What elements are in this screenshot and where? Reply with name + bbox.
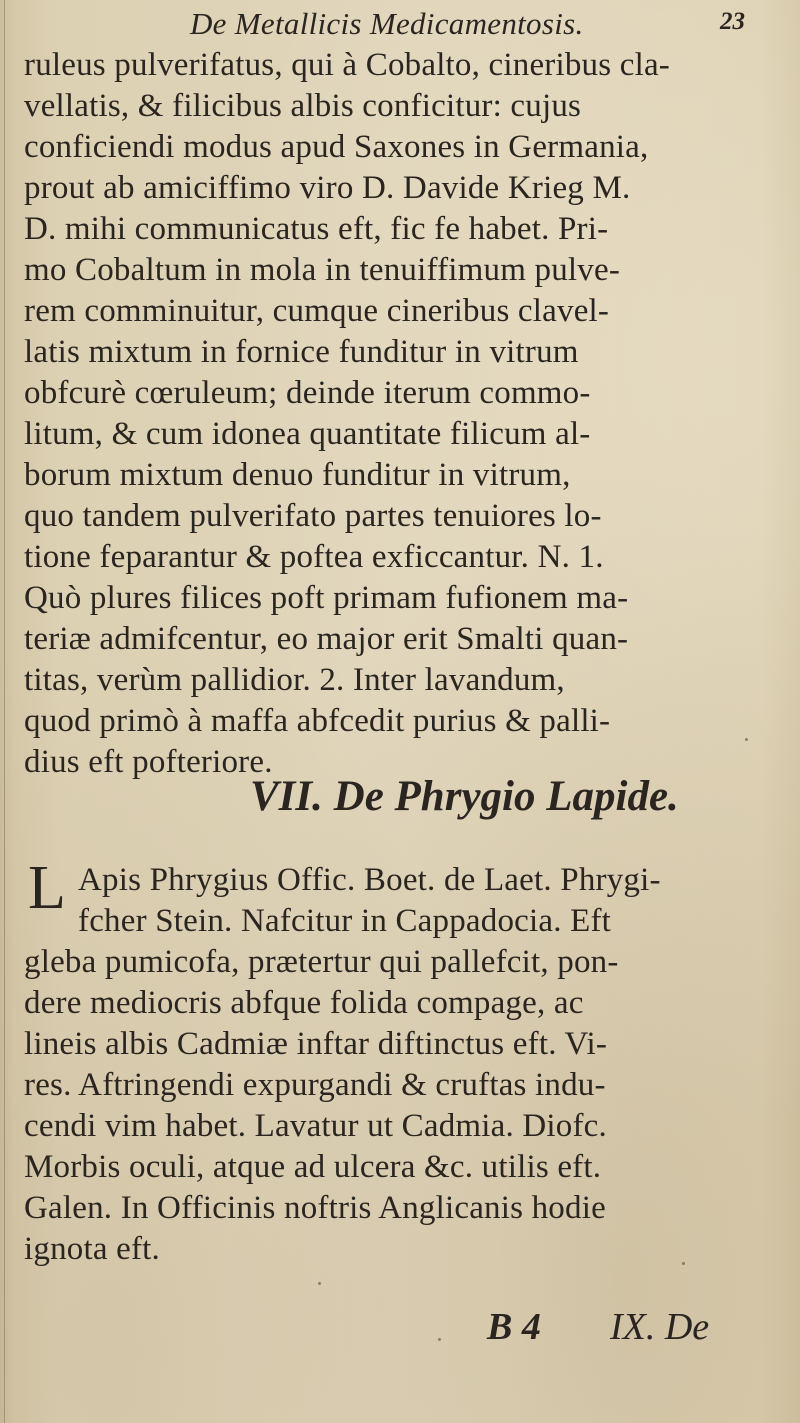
text-line: mo Cobaltum in mola in tenuiffimum pulve- [24, 252, 621, 288]
paper-speck [438, 1338, 441, 1341]
text-line: tione feparantur & poftea exficcantur. N. 1. [24, 539, 604, 575]
text-line: borum mixtum denuo funditur in vitrum, [24, 457, 571, 493]
signature-mark: B 4 [487, 1306, 541, 1348]
text-line: dius eft pofteriore. [24, 744, 273, 780]
text-line: latis mixtum in fornice funditur in vitrum [24, 334, 579, 370]
text-line: rem comminuitur, cumque cineribus clavel- [24, 293, 610, 329]
paper-speck [318, 1282, 321, 1285]
text-line: teriæ admifcentur, eo major erit Smalti quan- [24, 621, 629, 657]
text-line: vellatis, & filicibus albis conficitur: cujus [24, 88, 582, 124]
text-line: fcher Stein. Nafcitur in Cappadocia. Eft [78, 903, 612, 939]
paper-speck [682, 1262, 685, 1265]
text-line: Morbis oculi, atque ad ulcera &c. utilis eft. [24, 1149, 602, 1185]
running-title: De Metallicis Medicamentosis. [190, 6, 584, 41]
text-line: ruleus pulverifatus, qui à Cobalto, cineribus cla- [24, 47, 670, 83]
text-line: obfcurè cœruleum; deinde iterum commo- [24, 375, 591, 411]
drop-cap: L [28, 854, 66, 922]
text-line: dere mediocris abfque folida compage, ac [24, 985, 584, 1021]
text-line: litum, & cum idonea quantitate filicum al- [24, 416, 591, 452]
text-line: Apis Phrygius Offic. Boet. de Laet. Phrygi- [78, 862, 661, 898]
section-heading: VII. De Phrygio Lapide. [250, 773, 679, 820]
text-line: quo tandem pulverifato partes tenuiores lo- [24, 498, 602, 534]
text-line: gleba pumicofa, prætertur qui pallefcit, pon- [24, 944, 619, 980]
text-line: ignota eft. [24, 1231, 160, 1267]
catchword: IX. De [610, 1306, 710, 1348]
text-line: conficiendi modus apud Saxones in Germania, [24, 129, 649, 165]
text-line: D. mihi communicatus eft, fic fe habet. Pri- [24, 211, 609, 247]
text-line: cendi vim habet. Lavatur ut Cadmia. Diofc. [24, 1108, 607, 1144]
page-number: 23 [720, 8, 745, 35]
text-line: prout ab amiciffimo viro D. Davide Krieg M. [24, 170, 631, 206]
text-line: Quò plures filices poft primam fufionem ma- [24, 580, 629, 616]
text-line: res. Aftringendi expurgandi & cruftas indu- [24, 1067, 606, 1103]
text-line: quod primò à maffa abfcedit purius & palli- [24, 703, 611, 739]
paper-speck [745, 738, 748, 741]
text-line: Galen. In Officinis noftris Anglicanis hodie [24, 1190, 606, 1226]
text-line: lineis albis Cadmiæ inftar diftinctus eft. Vi- [24, 1026, 608, 1062]
text-line: titas, verùm pallidior. 2. Inter lavandum, [24, 662, 565, 698]
